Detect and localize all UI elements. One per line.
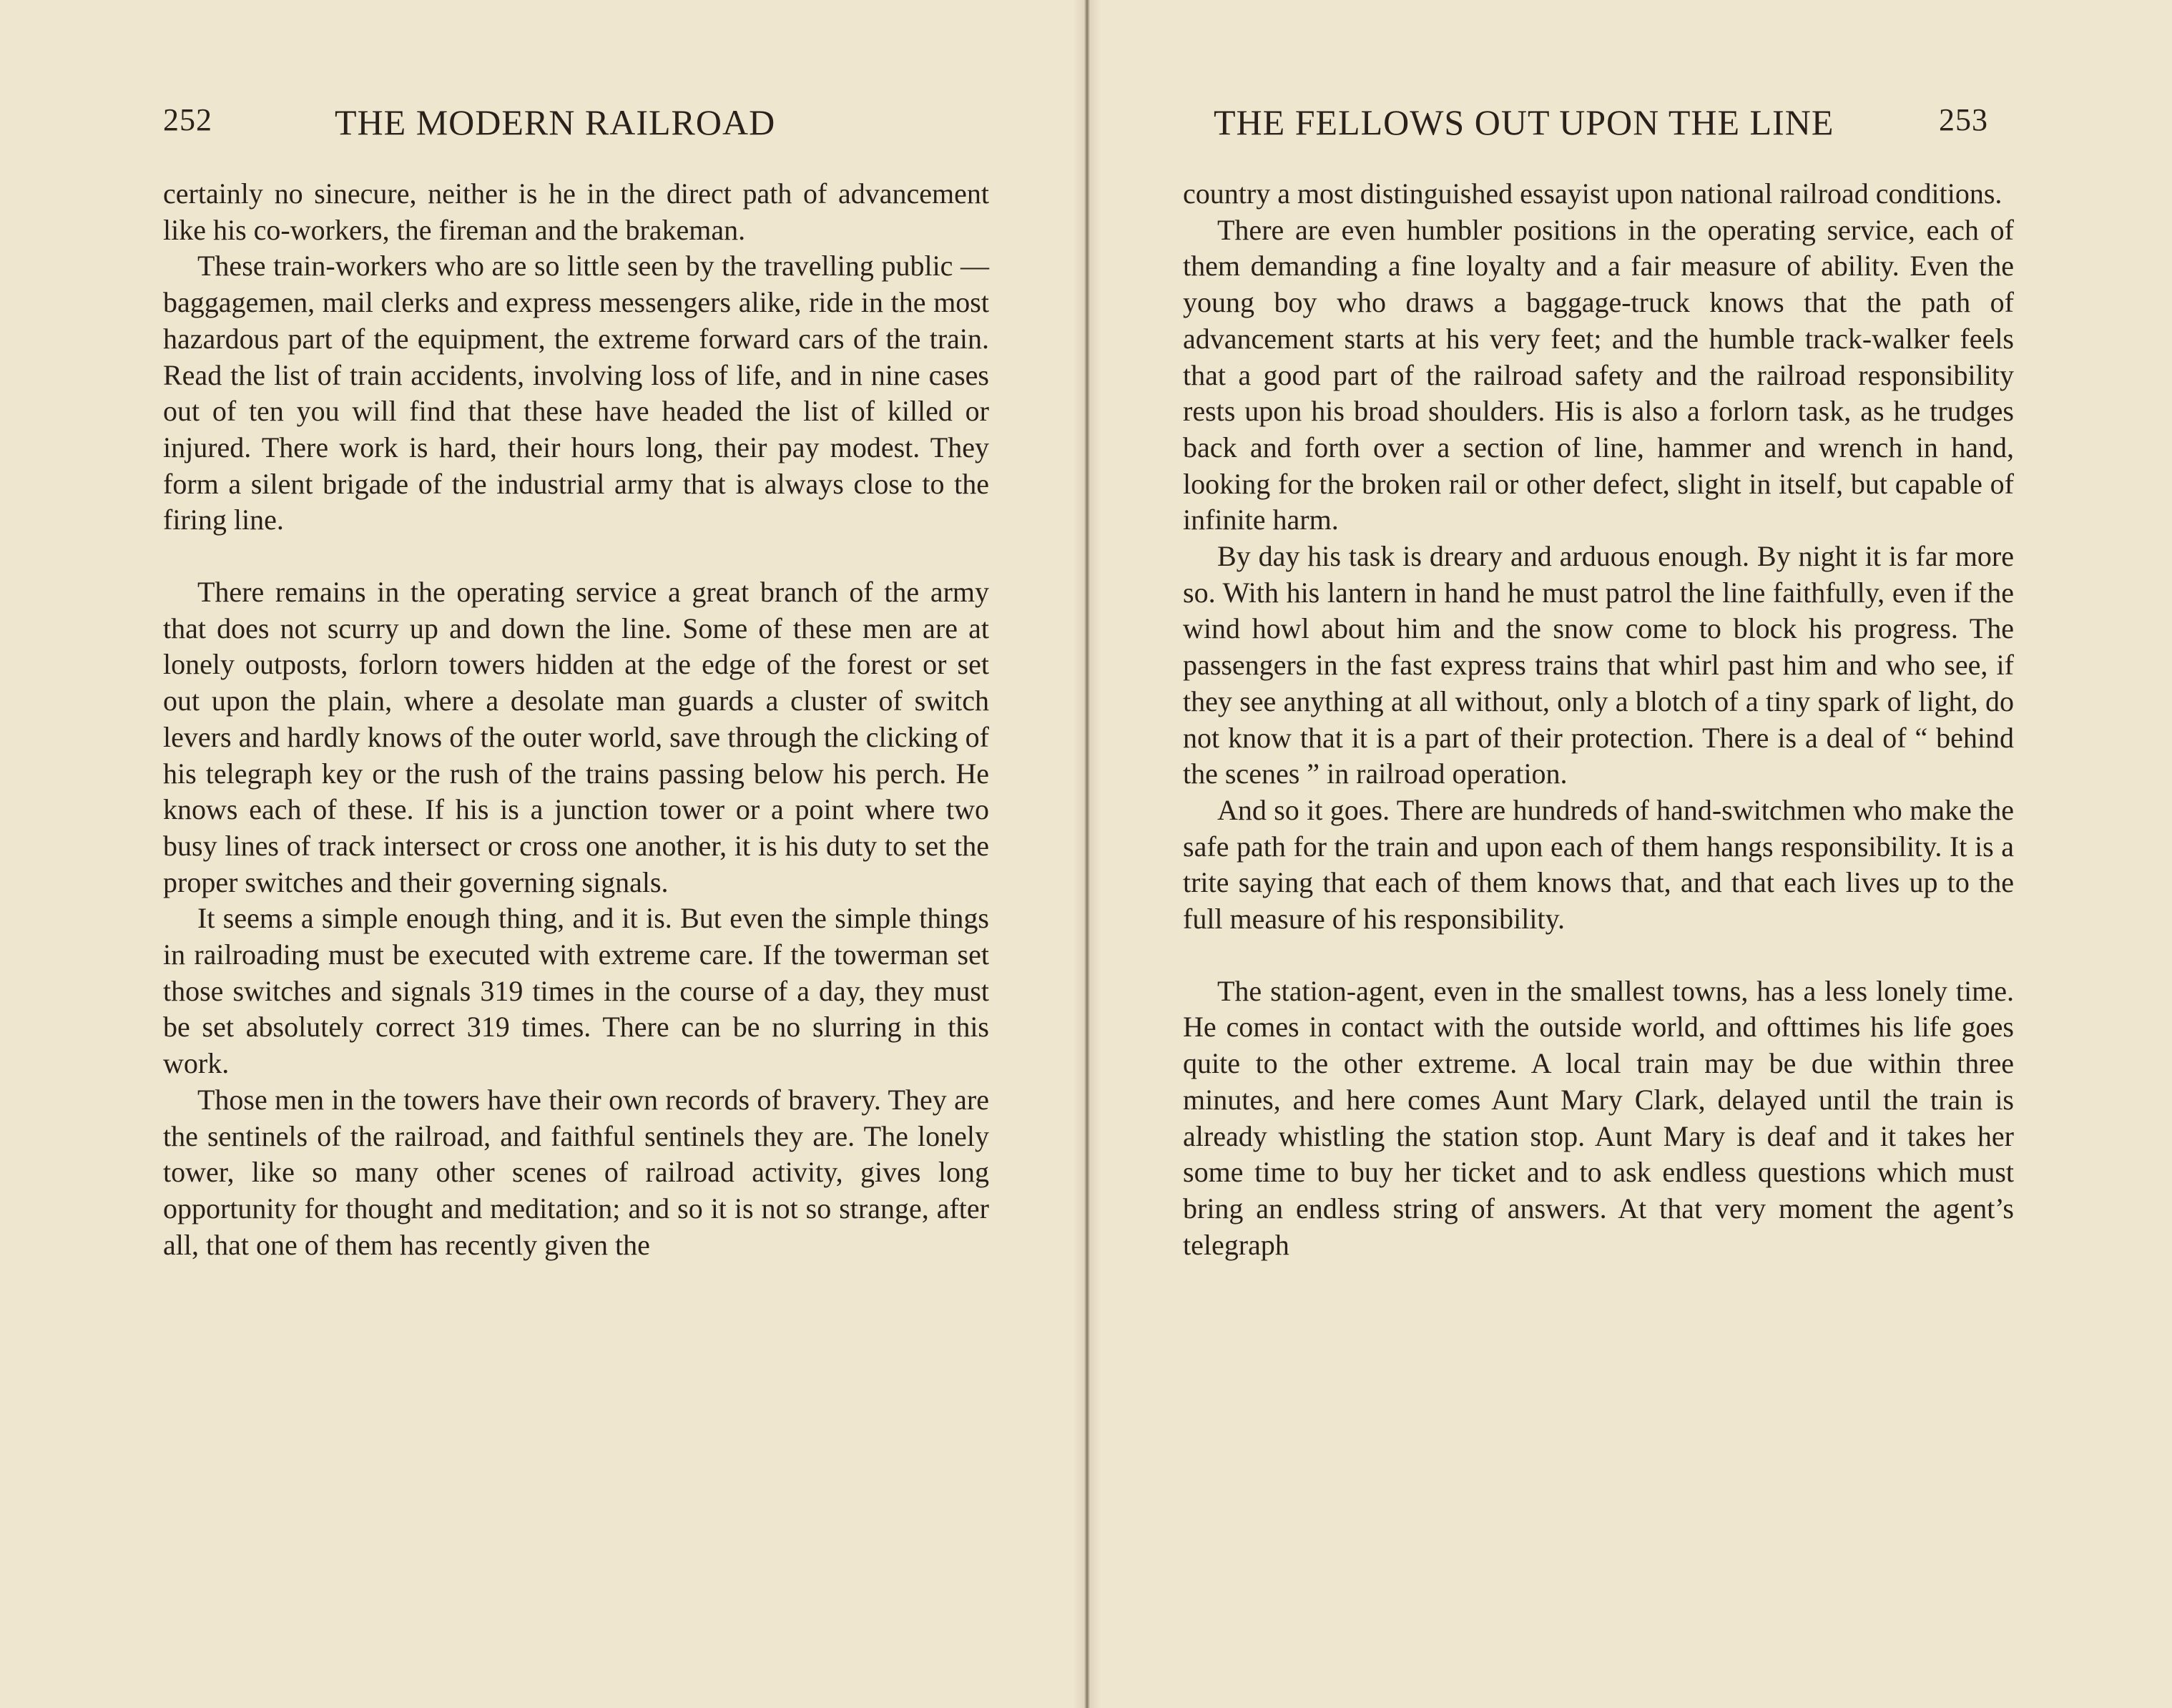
running-head: THE FELLOWS OUT UPON THE LINE (1214, 102, 1834, 142)
paragraph: The station-agent, even in the smallest towns, has a less lonely time. He comes in contact with the outside world, and ofttimes his life goes quite to the other extreme. A local train may be due within three minutes, and here comes Aunt Mary Clark, delayed until the train is already whistling the station stop. Aunt Mary is deaf and it takes her some time to buy her ticket and to ask endless questions which must bring an endless string of answers. At that very moment the agent’s telegraph (1183, 974, 2014, 1261)
paragraph: country a most distinguished essayist upon national railroad conditions. (1183, 177, 2003, 210)
paragraph: It seems a simple enough thing, and it is. But even the simple things in railroading must be executed with extreme care. If the towerman set those switches and signals 319 times in the course of a day, they must be set absolutely correct 319 times. There can be no slurring in this work. (163, 902, 989, 1080)
running-head: THE MODERN RAILROAD (335, 102, 776, 142)
paragraph: There are even humbler positions in the operating service, each of them demanding a fine loyalty and a fair measure of ability. Even the young boy who draws a baggage-truck knows that the path of advancement starts at his very feet; and the humble track-walker feels that a good part of the railroad safety and the railroad responsibility rests upon his broad shoulders. His is also a forlorn task, as he trudges back and forth over a section of line, hammer and wrench in hand, looking for the broken rail or other defect, slight in itself, but capable of infinite harm. (1183, 213, 2014, 536)
paragraph: By day his task is dreary and arduous enough. By night it is far more so. With his lantern in hand he must patrol the line faithfully, even if the wind howl about him and the snow come to block his progress. The passengers in the fast express trains that whirl past him and who see, if they see anything at all without, only a blotch of a tiny spark of light, do not know that it is a part of their protection. There is a deal of “ behind the scenes ” in railroad operation. (1183, 540, 2014, 790)
body-text (163, 176, 989, 1263)
right-page (1086, 0, 2172, 1708)
body-text (1183, 176, 2014, 1263)
paragraph: There remains in the operating service a great branch of the army that does not scurry up and down the line. Some of these men are at lonely outposts, forlorn towers hidden at the edge of the forest or set out upon the plain, where a desolate man guards a cluster of switch levers and hardly knows of the outer world, save through the clicking of his telegraph key or the rush of the trains passing below his perch. He knows each of these. If his is a junction tower or a point where two busy lines of track intersect or cross one another, it is his duty to set the proper switches and their governing signals. (163, 576, 989, 898)
paragraph: And so it goes. There are hundreds of hand-switchmen who make the safe path for the train and upon each of them hangs responsibility. It is a trite saying that each of them knows that, and that each lives up to the full measure of his responsibility. (1183, 793, 2014, 936)
paragraph: Those men in the towers have their own records of bravery. They are the sentinels of the railroad, and faithful sentinels they are. The lonely tower, like so many other scenes of railroad activity, gives long opportunity for thought and meditation; and so it is not so strange, after all, that one of them has recently given the (163, 1083, 989, 1261)
page-number: 253 (1939, 102, 1988, 137)
paragraph: certainly no sinecure, neither is he in the direct path of advancement like his co-workers, the fireman and the brakeman. (163, 177, 989, 246)
page-number: 252 (163, 102, 212, 137)
paragraph: These train-workers who are so little seen by the travelling public — baggagemen, mail clerks and express messengers alike, ride in the most hazardous part of the equipment, the extreme forward cars of the train. Read the list of train accidents, involving loss of life, and in nine cases out of ten you will find that these have headed the list of killed or injured. There work is hard, their hours long, their pay modest. They form a silent brigade of the industrial army that is always close to the firing line. (163, 250, 989, 536)
